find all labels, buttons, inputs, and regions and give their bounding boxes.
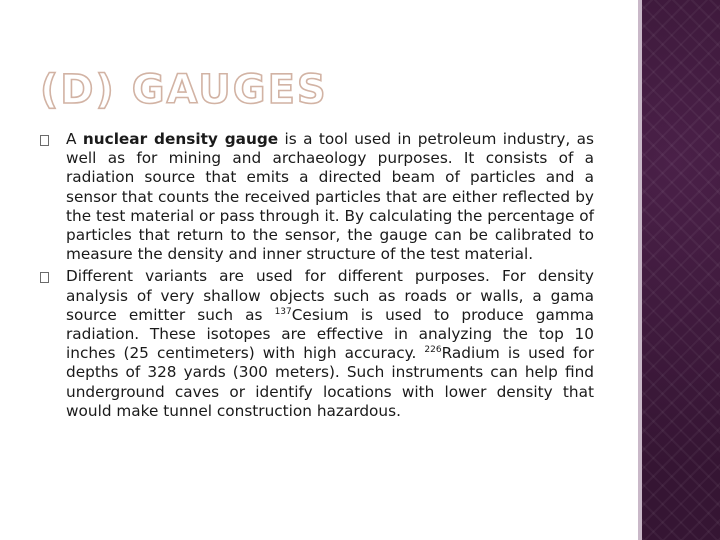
bullet-2-text-3: Radium is used for depths of 328 yards (300 meters). Such instruments can help find underground caves or identify locations with lower density that would make tunnel construction hazardous. [66,344,594,420]
bullet-square-icon [40,135,49,146]
bullet-2-text-2: Cesium is used to produce gamma radiation. These isotopes are effective in analyzing the top 10 inches (25 centimeters) with high accuracy. [66,305,595,363]
decorative-side-panel [642,0,720,540]
bullet-list [40,130,594,424]
slide-title: (D) GAUGES [40,67,328,113]
cesium-mass-number: 137 [274,306,292,317]
bullet-item-nuclear-density-gauge [40,130,594,264]
bullet-square-icon [40,272,49,283]
bullet-1-bold-term: nuclear density gauge [82,130,279,148]
bullet-item-variants [40,267,594,421]
radium-mass-number: 226 [424,345,442,356]
bullet-1-text: is a tool used in petroleum industry, as well as for mining and archaeology purposes. It consists of a radiation source that emits a directed beam of particles and a sensor that counts the received particles that are either reflected by the test material or pass through it. By calculating the percentage of particles that return to the sensor, the gauge can be calibrated to measure the density and inner structure of the test material. [66,130,594,264]
bullet-2-text-1: Different variants are used for different purposes. For density analysis of very shallow objects such as roads or walls, a gama source emitter such as [66,267,594,324]
bullet-1-lead: A [66,130,83,148]
